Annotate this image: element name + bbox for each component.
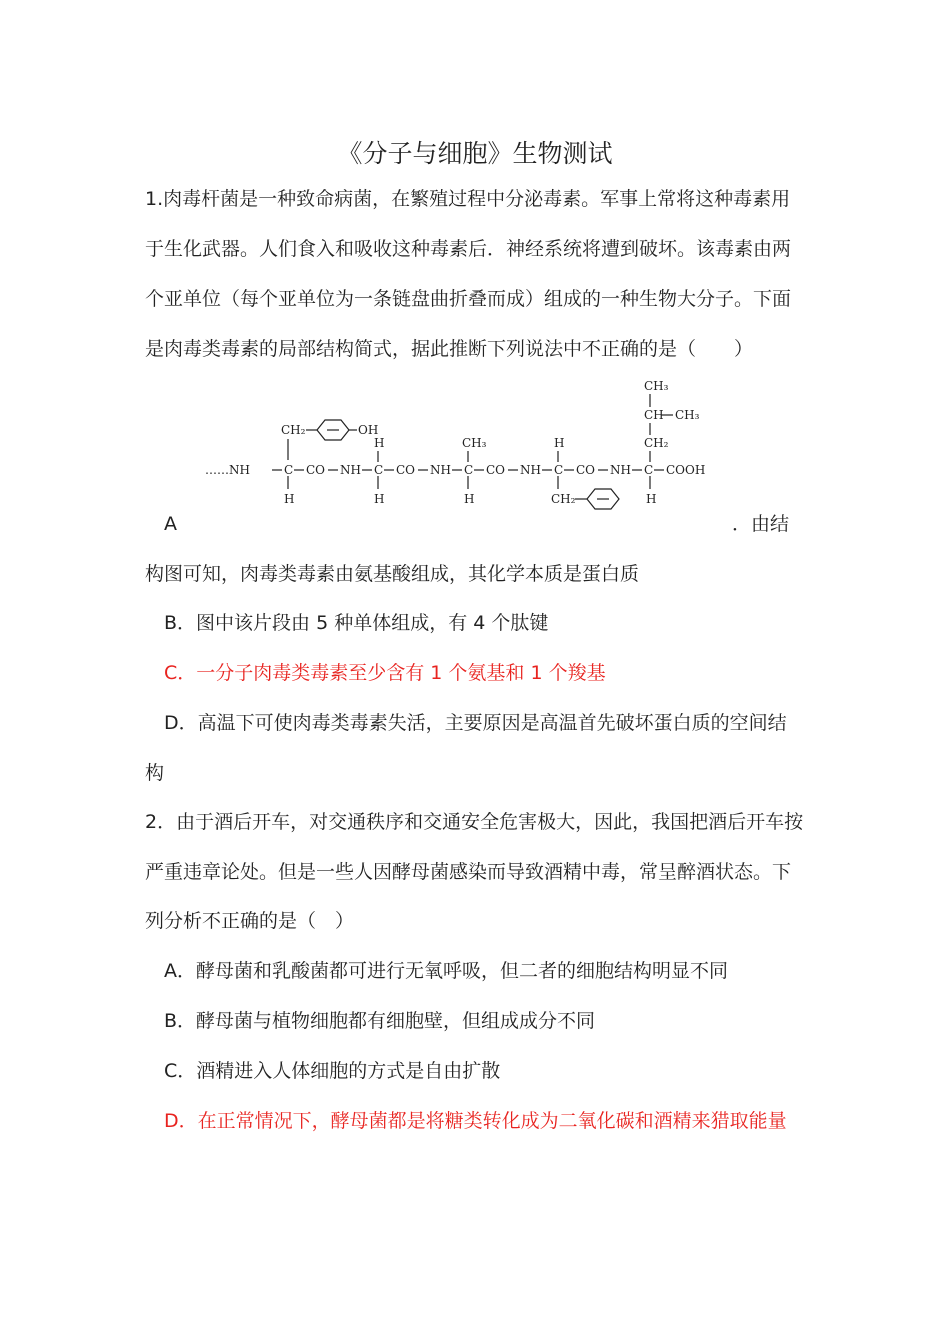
q2-stem-line-3: 列分析不正确的是（ ） [145, 910, 355, 932]
q1-option-d: D．高温下可使肉毒类毒素失活，主要原因是高温首先破坏蛋白质的空间结 [164, 712, 787, 734]
r2-h-bottom: H [374, 492, 385, 506]
backbone-nh1: NH [340, 463, 361, 477]
r1-h-bottom: H [284, 492, 295, 506]
backbone-nh2: NH [430, 463, 451, 477]
q2-option-d-answer: D．在正常情况下，酵母菌都是将糖类转化成为二氧化碳和酒精来猎取能量 [164, 1110, 787, 1132]
q1-option-c-answer: C．一分子肉毒类毒素至少含有 1 个氨基和 1 个羧基 [164, 662, 606, 684]
q2-option-a: A．酵母菌和乳酸菌都可进行无氧呼吸，但二者的细胞结构明显不同 [164, 960, 728, 982]
q1-stem-line-3: 个亚单位（每个亚单位为一条链盘曲折叠而成）组成的一种生物大分子。下面 [145, 288, 792, 310]
backbone-nh4: NH [610, 463, 631, 477]
r5-ch2: CH₂ [644, 436, 669, 450]
r5-ch3-top: CH₃ [644, 379, 669, 393]
r1-ch2: CH₂ [281, 423, 306, 437]
backbone-nh-start: ……NH [205, 463, 250, 477]
backbone-co1: CO [306, 463, 326, 477]
r5-h-bottom: H [646, 492, 657, 506]
backbone-c4: C [554, 463, 564, 477]
q2-stem-line-2: 严重违章论处。但是一些人因酵母菌感染而导致酒精中毒，常呈醉酒状态。下 [145, 861, 792, 883]
q1-stem-line-2: 于生化武器。人们食入和吸收这种毒素后．神经系统将遭到破坏。该毒素由两 [145, 238, 792, 260]
q1-option-b: B．图中该片段由 5 种单体组成，有 4 个肽键 [164, 612, 549, 634]
r3-ch3: CH₃ [462, 436, 487, 450]
q2-option-c: C．酒精进入人体细胞的方式是自由扩散 [164, 1060, 501, 1082]
q2-option-b: B．酵母菌与植物细胞都有细胞壁，但组成成分不同 [164, 1010, 596, 1032]
peptide-structure-diagram [195, 375, 735, 515]
r5-ch3-side: CH₃ [675, 408, 700, 422]
q1-option-a-suffix: ．由结 [732, 513, 790, 535]
r1-oh: OH [358, 423, 379, 437]
r3-h-bottom: H [464, 492, 475, 506]
backbone-c3: C [464, 463, 474, 477]
page-title: 《分子与细胞》生物测试 [337, 139, 613, 168]
backbone-cooh: COOH [666, 463, 706, 477]
backbone-co4: CO [576, 463, 596, 477]
backbone-c2: C [374, 463, 384, 477]
q1-stem-line-4: 是肉毒类毒素的局部结构简式，据此推断下列说法中不正确的是（ ） [145, 338, 754, 360]
r5-ch: CH [644, 408, 664, 422]
q1-option-d-cont: 构 [145, 762, 165, 784]
q1-option-a-label: A [164, 513, 177, 535]
q2-stem-line-1: 2．由于酒后开车，对交通秩序和交通安全危害极大，因此，我国把酒后开车按 [145, 811, 804, 833]
backbone-nh3: NH [520, 463, 541, 477]
q1-stem-line-1: 1.肉毒杆菌是一种致命病菌，在繁殖过程中分泌毒素。军事上常将这种毒素用 [145, 188, 791, 210]
q1-option-a-text: 构图可知，肉毒类毒素由氨基酸组成，其化学本质是蛋白质 [145, 563, 640, 585]
backbone-c1: C [284, 463, 294, 477]
backbone-co2: CO [396, 463, 416, 477]
r4-ch2: CH₂ [551, 492, 576, 506]
backbone-co3: CO [486, 463, 506, 477]
r2-h-top: H [374, 436, 385, 450]
r4-h-top: H [554, 436, 565, 450]
backbone-c5: C [644, 463, 654, 477]
